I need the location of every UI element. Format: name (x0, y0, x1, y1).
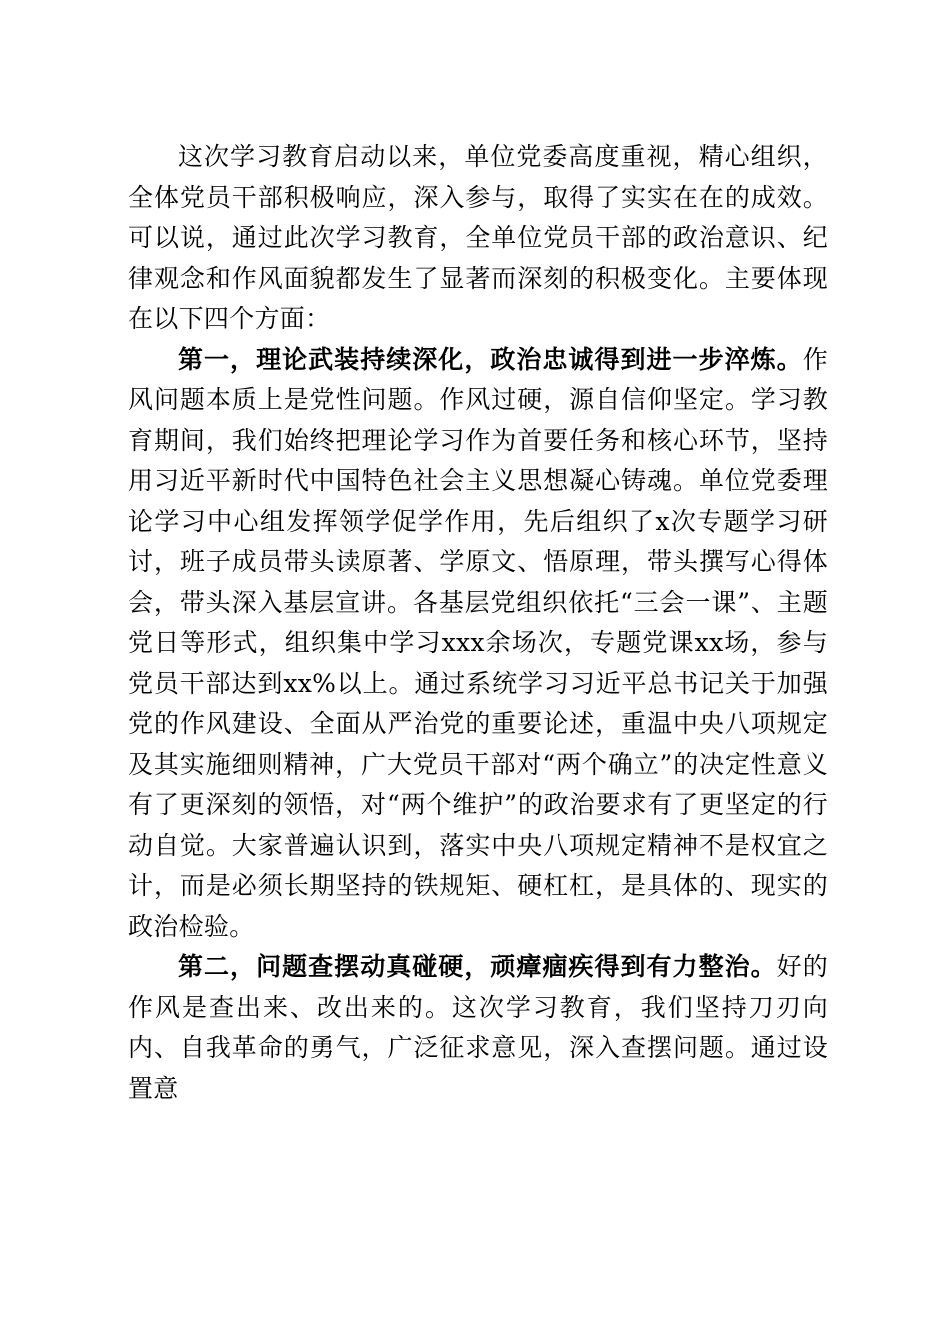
paragraph-text: 这次学习教育启动以来，单位党委高度重视，精心组织，全体党员干部积极响应，深入参与，取得了实实在在的成效。可以说，通过此次学习教育，全单位党员干部的政治意识、纪律观念和作风面貌都发生了显著而深刻的积极变化。主要体现在以下四个方面： (128, 142, 828, 333)
section-two-paragraph (128, 947, 828, 1109)
section-two-heading: 第二，问题查摆动真碰硬，顽瘴痼疾得到有力整治。 (178, 952, 777, 981)
document-body (128, 137, 828, 1109)
section-one-paragraph (128, 340, 828, 948)
section-one-text: 作风问题本质上是党性问题。作风过硬，源自信仰坚定。学习教育期间，我们始终把理论学习作为首要任务和核心环节，坚持用习近平新时代中国特色社会主义思想凝心铸魂。单位党委理论学习中心组发挥领学促学作用，先后组织了x次专题学习研讨，班子成员带头读原著、学原文、悟原理，带头撰写心得体会，带头深入基层宣讲。各基层党组织依托“三会一课”、主题党日等形式，组织集中学习xxx余场次，专题党课xx场，参与党员干部达到xx%以上。通过系统学习习近平总书记关于加强党的作风建设、全面从严治党的重要论述，重温中央八项规定及其实施细则精神，广大党员干部对“两个确立”的决定性意义有了更深刻的领悟，对“两个维护”的政治要求有了更坚定的行动自觉。大家普遍认识到，落实中央八项规定精神不是权宜之计，而是必须长期坚持的铁规矩、硬杠杠，是具体的、现实的政治检验。 (128, 344, 828, 941)
section-two-text: 好的作风是查出来、改出来的。这次学习教育，我们坚持刀刃向内、自我革命的勇气，广泛征求意见，深入查摆问题。通过设置意 (128, 952, 829, 1103)
intro-paragraph (128, 137, 828, 340)
section-one-heading: 第一，理论武装持续深化，政治忠诚得到进一步淬炼。 (178, 344, 803, 374)
